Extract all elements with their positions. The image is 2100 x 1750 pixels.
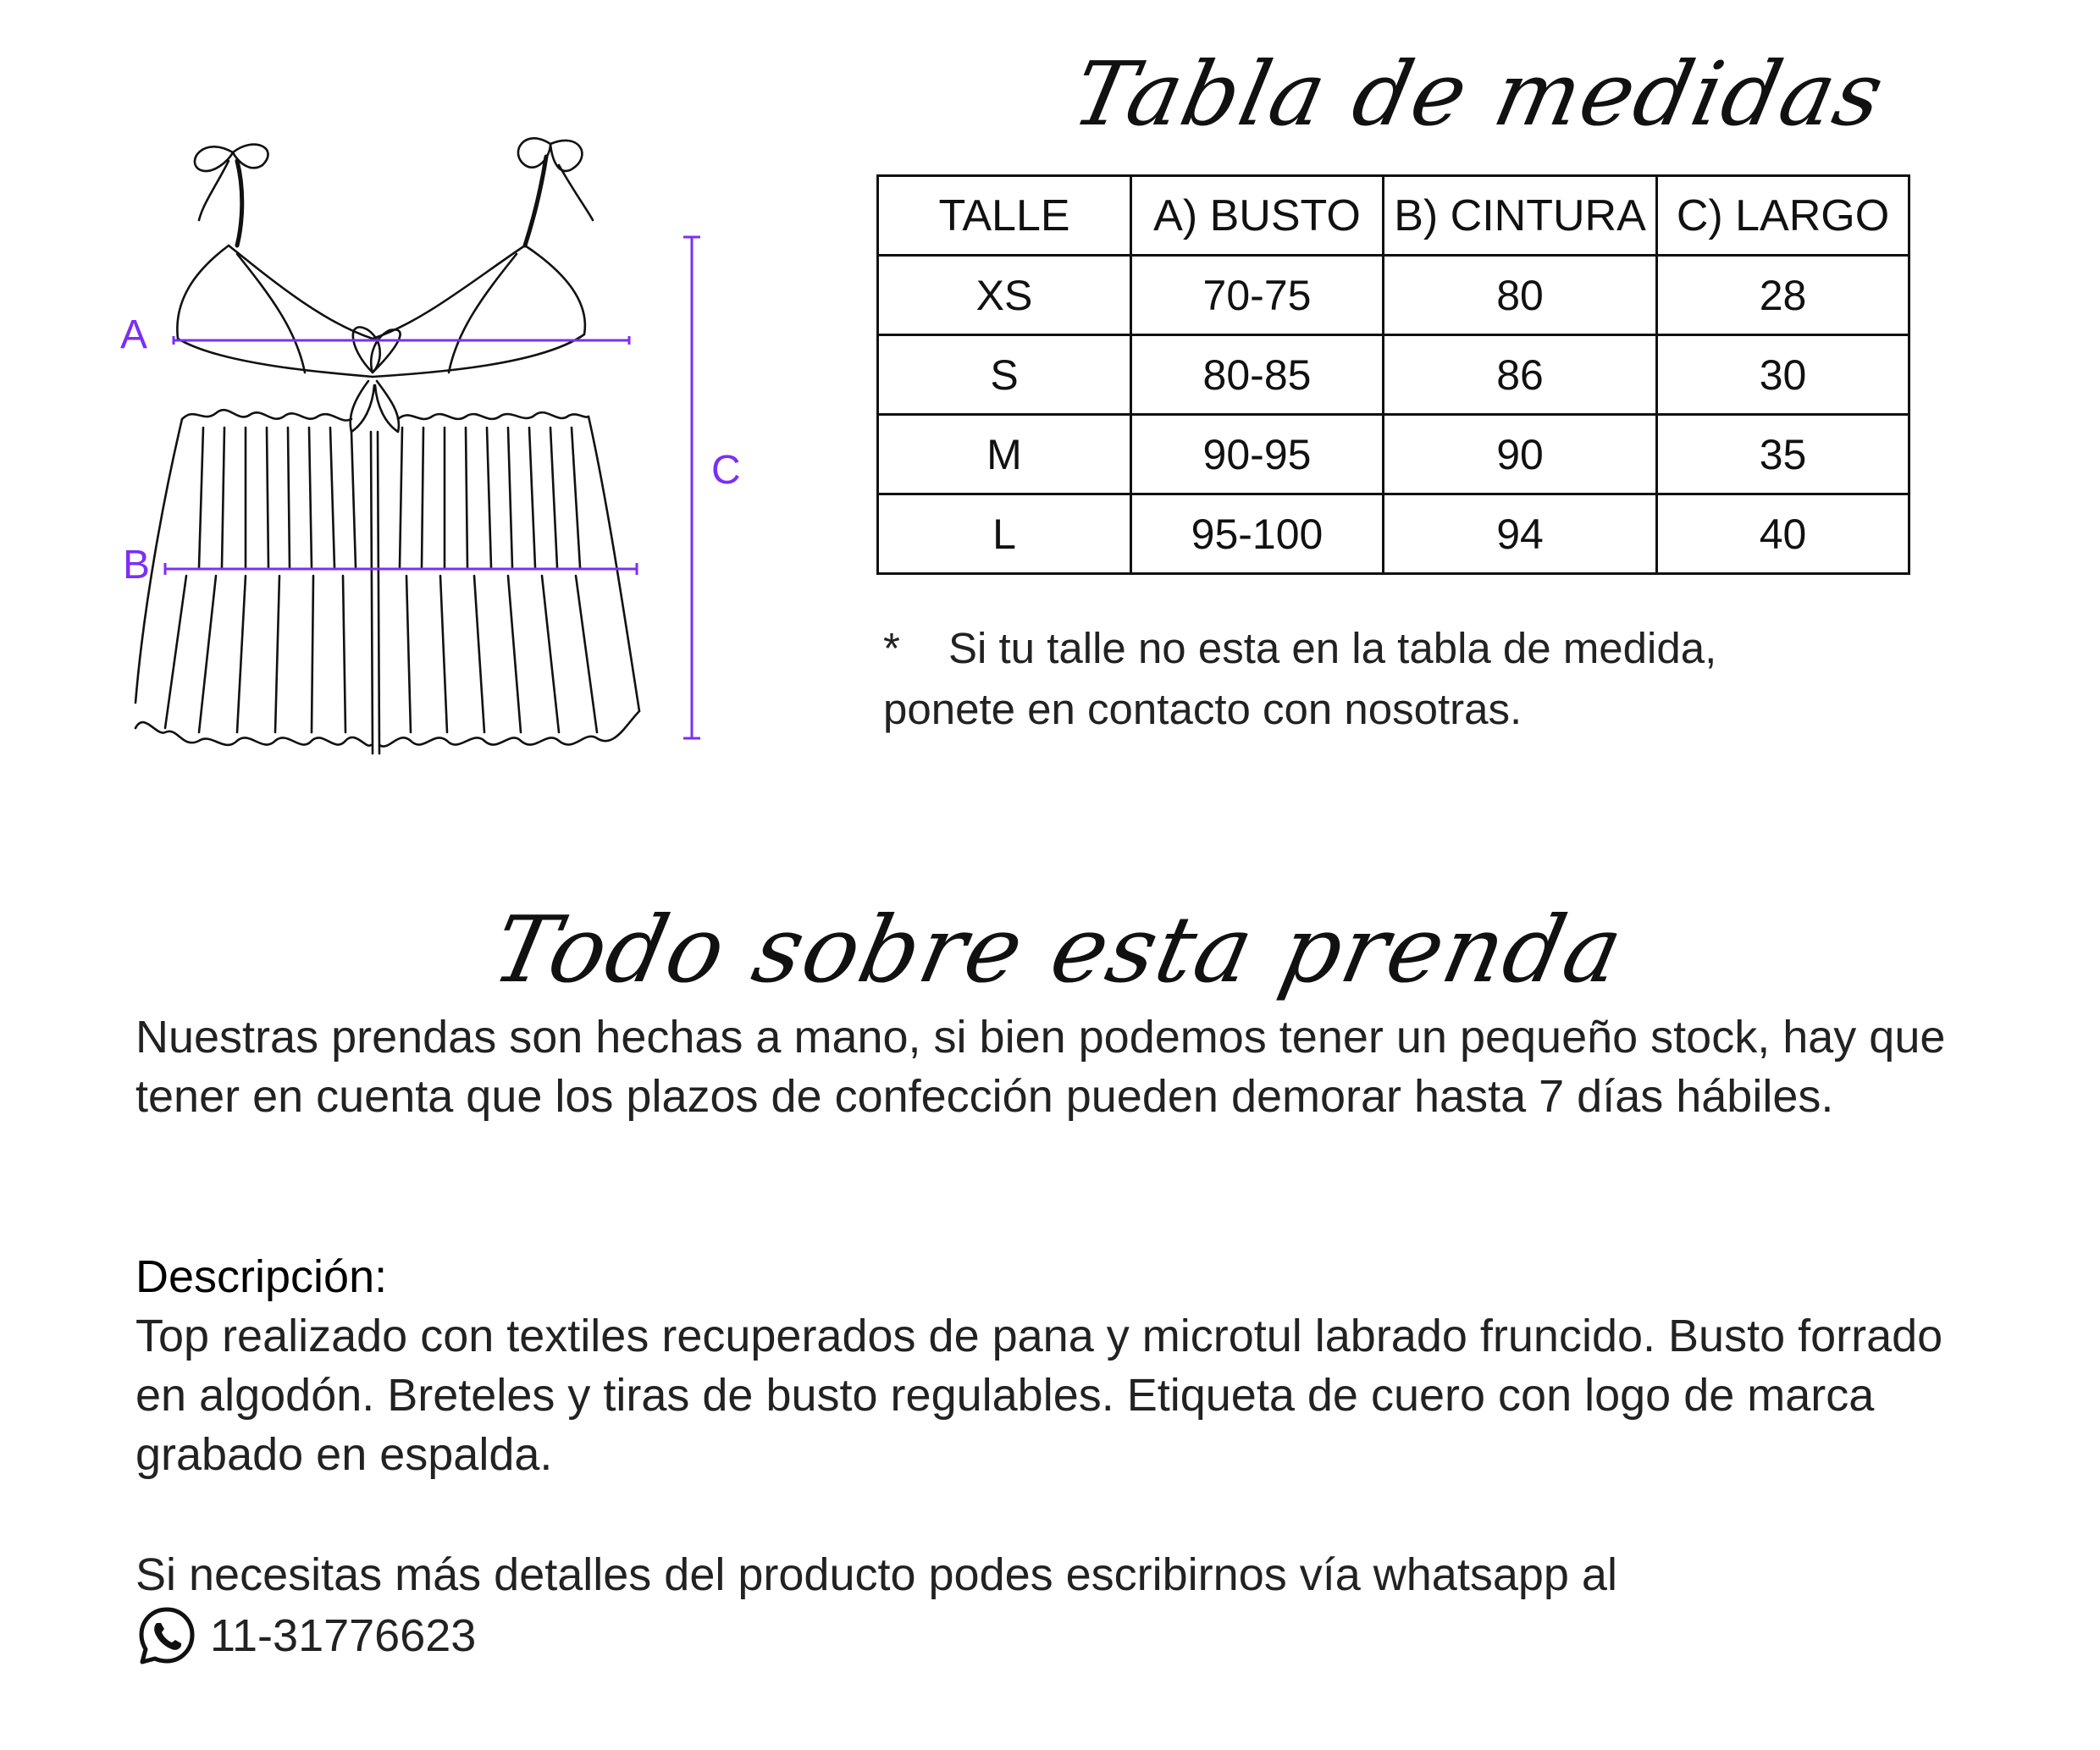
table-cell: XS	[878, 256, 1131, 335]
contact-line: Si necesitas más detalles del producto podes escribirnos vía whatsapp al	[135, 1549, 1617, 1600]
note-asterisk: *	[883, 624, 900, 672]
table-cell: 94	[1384, 494, 1657, 574]
about-title: Todo sobre esta prenda	[484, 897, 1633, 1003]
table-row	[878, 415, 1909, 494]
whatsapp-icon[interactable]	[135, 1604, 198, 1667]
table-cell: 90	[1384, 415, 1657, 494]
table-row	[878, 494, 1909, 574]
label-a: A	[120, 312, 148, 357]
column-header: A) BUSTO	[1131, 176, 1384, 256]
description-heading: Descripción:	[135, 1251, 388, 1302]
intro-paragraph: Nuestras prendas son hechas a mano, si bien podemos tener un pequeño stock, hay que tener en cuenta que los plazos de confección pueden demorar hasta 7 días hábiles.	[135, 1012, 1946, 1122]
phone-number: 11-31776623	[210, 1610, 477, 1661]
description-paragraph: Top realizado con textiles recuperados de pana y microtul labrado fruncido. Busto forrado en algodón. Breteles y tiras de busto regulables. Etiqueta de cuero con logo de marca grabado en espalda.	[135, 1311, 1943, 1480]
table-cell: 90-95	[1131, 415, 1384, 494]
size-note	[883, 618, 1716, 740]
table-cell: 86	[1384, 335, 1657, 415]
table-row	[878, 256, 1909, 335]
size-table	[876, 174, 1910, 575]
table-cell: 30	[1657, 335, 1909, 415]
column-header: TALLE	[878, 176, 1131, 256]
table-cell: 80-85	[1131, 335, 1384, 415]
table-cell: 40	[1657, 494, 1909, 574]
note-line-1: Si tu talle no esta en la tabla de medida,	[948, 624, 1717, 672]
table-cell: M	[878, 415, 1131, 494]
label-c: C	[711, 448, 741, 493]
garment-diagram	[119, 127, 728, 770]
column-header: B) CINTURA	[1384, 176, 1657, 256]
size-chart-title: Tabla de medidas	[1064, 42, 1894, 146]
table-row	[878, 335, 1909, 415]
table-cell: 95-100	[1131, 494, 1384, 574]
label-b: B	[123, 543, 151, 588]
table-cell: 80	[1384, 256, 1657, 335]
table-cell: L	[878, 494, 1131, 574]
note-line-2: ponete en contacto con nosotras.	[883, 685, 1522, 733]
table-cell: S	[878, 335, 1131, 415]
table-cell: 28	[1657, 256, 1909, 335]
whatsapp-contact[interactable]	[135, 1602, 476, 1670]
table-cell: 70-75	[1131, 256, 1384, 335]
table-header-row	[878, 176, 1909, 256]
table-cell: 35	[1657, 415, 1909, 494]
column-header: C) LARGO	[1657, 176, 1909, 256]
